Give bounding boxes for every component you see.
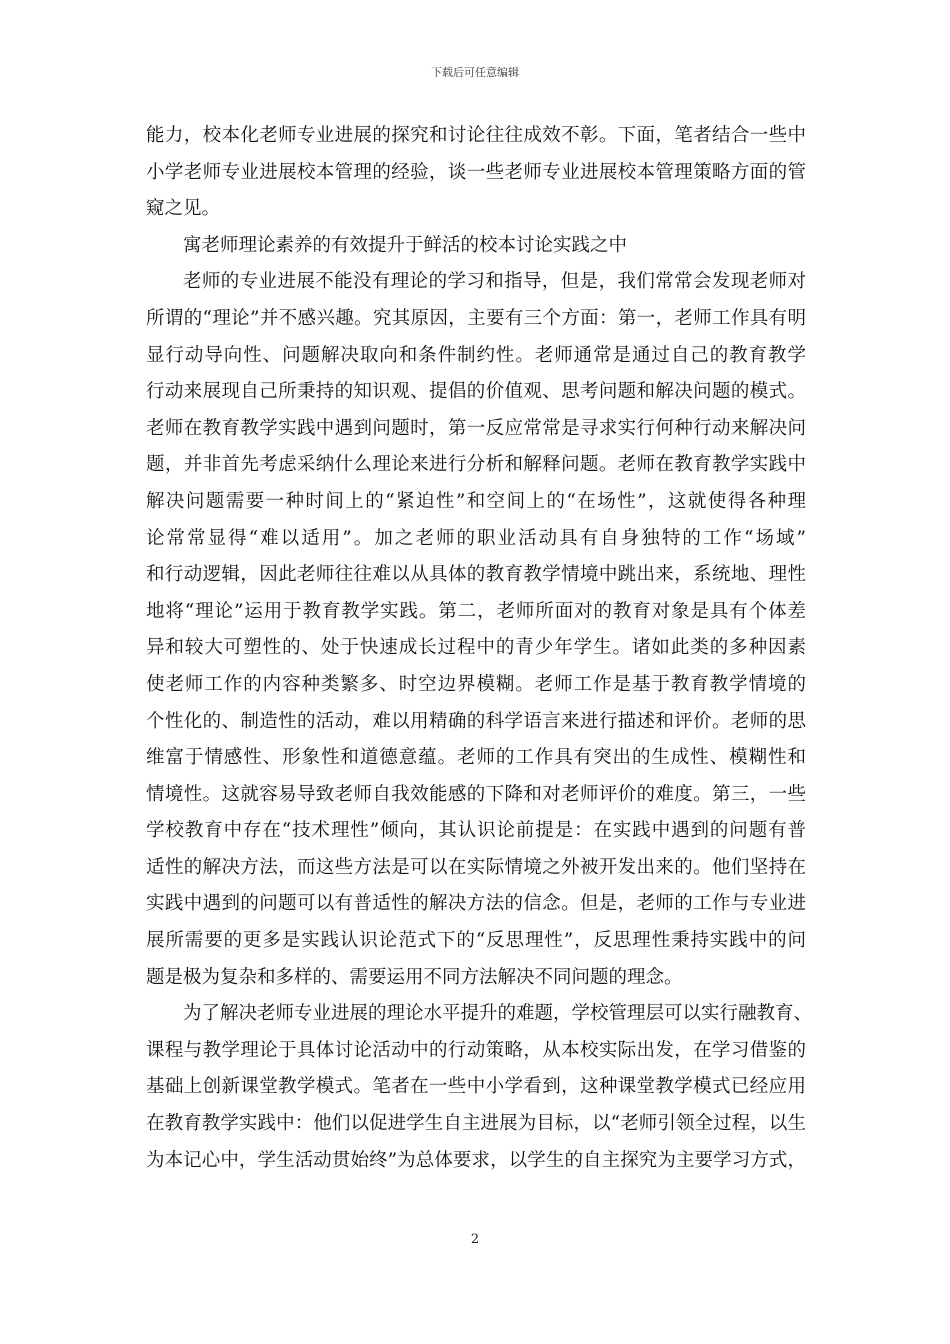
text-line: 小学老师专业进展校本管理的经验，谈一些老师专业进展校本管理策略方面的管 — [146, 161, 806, 183]
text-line: 适性的解决方法，而这些方法是可以在实际情境之外被开发出来的。他们坚持在 — [146, 856, 806, 878]
text-line: 论常常显得“难以适用”。加之老师的职业活动具有自身独特的工作“场域” — [146, 527, 806, 549]
body-text — [146, 118, 813, 1179]
text-line: 为本记心中，学生活动贯始终”为总体要求，以学生的自主探究为主要学习方式， — [146, 1149, 806, 1171]
text-line: 解决问题需要一种时间上的“紧迫性”和空间上的“在场性”，这就使得各种理 — [146, 490, 806, 512]
text-line: 老师的专业进展不能没有理论的学习和指导，但是，我们常常会发现老师对 — [183, 271, 806, 293]
text-line: 地将“理论”运用于教育教学实践。第二，老师所面对的教育对象是具有个体差 — [146, 600, 806, 622]
text-line: 所谓的“理论”并不感兴趣。究其原因，主要有三个方面：第一，老师工作具有明 — [146, 307, 806, 329]
text-line: 窥之见。 — [146, 198, 221, 220]
text-line: 寓老师理论素养的有效提升于鲜活的校本讨论实践之中 — [183, 234, 628, 256]
text-line: 维富于情感性、形象性和道德意蕴。老师的工作具有突出的生成性、模糊性和 — [146, 747, 806, 769]
page-header: 下载后可任意编辑 — [431, 66, 519, 79]
text-line: 基础上创新课堂教学模式。笔者在一些中小学看到，这种课堂教学模式已经应用 — [146, 1076, 806, 1098]
text-line: 能力，校本化老师专业进展的探究和讨论往往成效不彰。下面，笔者结合一些中 — [146, 125, 806, 146]
text-line: 为了解决老师专业进展的理论水平提升的难题，学校管理层可以实行融教育、 — [183, 1003, 813, 1025]
text-line: 实践中遇到的问题可以有普适性的解决方法的信念。但是，老师的工作与专业进 — [146, 893, 806, 915]
text-line: 情境性。这就容易导致老师自我效能感的下降和对老师评价的难度。第三，一些 — [146, 783, 806, 805]
text-line: 题，并非首先考虑采纳什么理论来进行分析和解释问题。老师在教育教学实践中 — [146, 454, 806, 476]
text-line: 在教育教学实践中：他们以促进学生自主进展为目标，以“老师引领全过程，以生 — [146, 1113, 806, 1135]
text-line: 个性化的、制造性的活动，难以用精确的科学语言来进行描述和评价。老师的思 — [146, 710, 806, 732]
text-line: 异和较大可塑性的、处于快速成长过程中的青少年学生。诸如此类的多种因素 — [146, 637, 806, 659]
text-line: 使老师工作的内容种类繁多、时空边界模糊。老师工作是基于教育教学情境的 — [146, 673, 806, 695]
text-line: 行动来展现自己所秉持的知识观、提倡的价值观、思考问题和解决问题的模式。 — [146, 381, 806, 403]
text-line: 老师在教育教学实践中遇到问题时，第一反应常常是寻求实行何种行动来解决问 — [146, 417, 806, 439]
page-number: 2 — [470, 1232, 480, 1247]
text-line: 题是极为复杂和多样的、需要运用不同方法解决不同问题的理念。 — [146, 966, 683, 988]
text-line: 学校教育中存在“技术理性”倾向，其认识论前提是：在实践中遇到的问题有普 — [146, 820, 806, 842]
text-line: 和行动逻辑，因此老师往往难以从具体的教育教学情境中跳出来，系统地、理性 — [146, 564, 806, 586]
text-line: 展所需要的更多是实践认识论范式下的“反思理性”，反思理性秉持实践中的问 — [146, 930, 806, 952]
text-line: 显行动导向性、问题解决取向和条件制约性。老师通常是通过自己的教育教学 — [146, 344, 806, 366]
text-line: 课程与教学理论于具体讨论活动中的行动策略，从本校实际出发，在学习借鉴的 — [146, 1039, 806, 1061]
